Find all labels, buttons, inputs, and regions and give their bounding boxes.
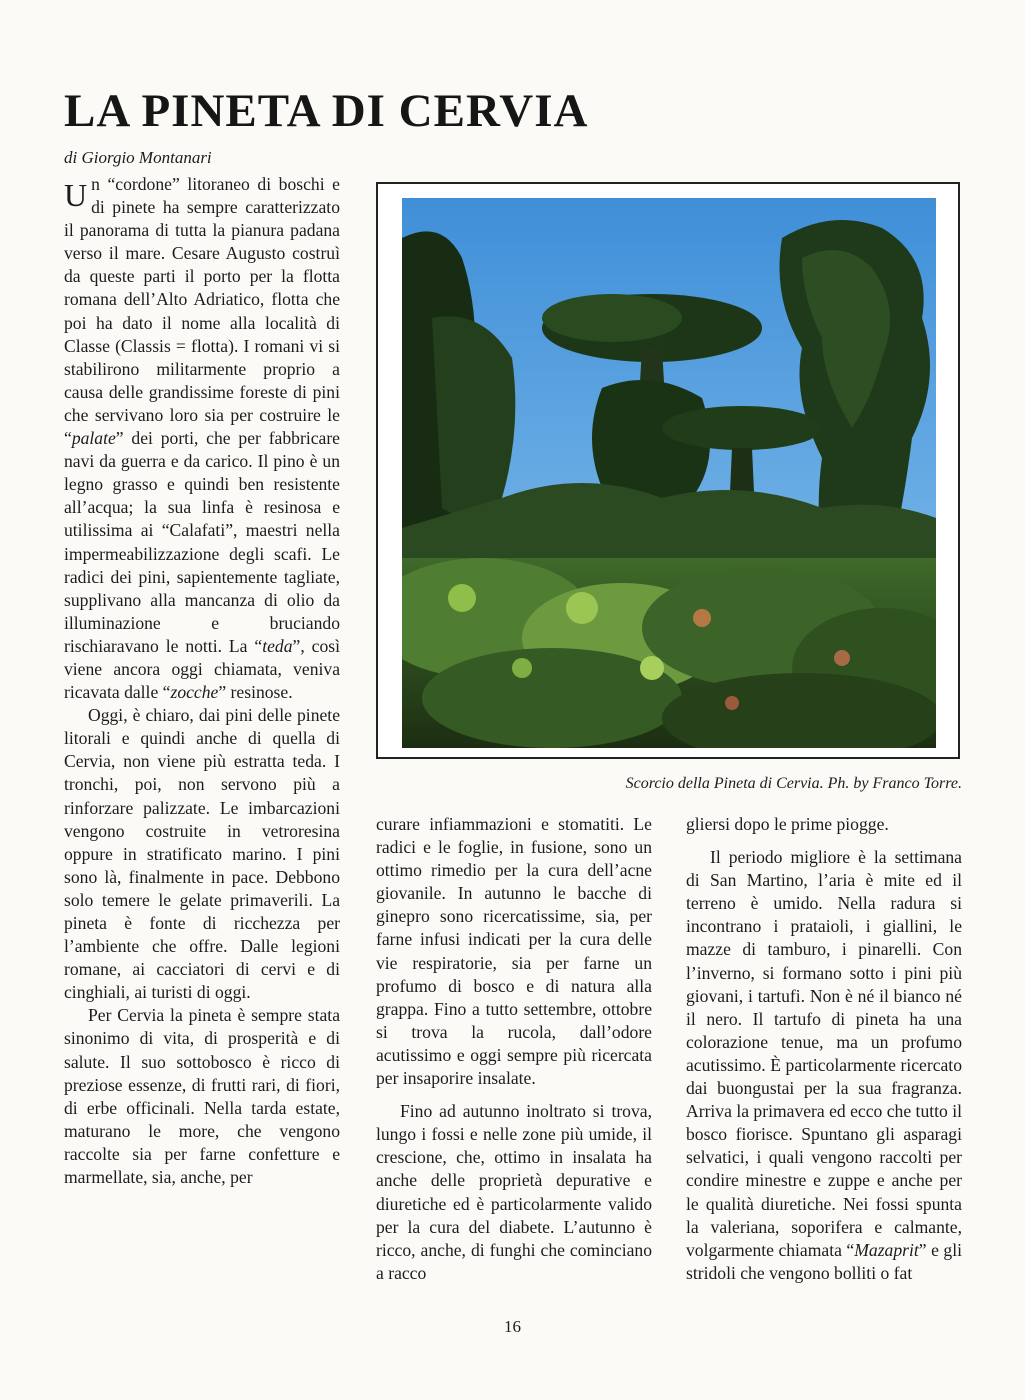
- text-column-3: [686, 813, 962, 1285]
- text-column-2: [376, 813, 652, 1285]
- italic-term: zocche: [170, 682, 219, 703]
- drop-cap: U: [64, 177, 88, 213]
- italic-term: Mazaprit: [854, 1239, 919, 1260]
- byline: di Giorgio Montanari: [64, 148, 212, 167]
- text-run: Il periodo migliore è la settimana di San Martino, l’aria è mite ed il terreno è umido. Nella radura si incontrano i prataioli, i giallini, le mazze di tamburo, i pinarelli. Con l’inverno, si formano sotto i pini più giovani, i tartufi. Non è né il bianco né il nero. Il tartufo di pineta ha una colorazione tenue, ma un profumo acutissimo. È particolarmente ricercato dai buongustai per la sua fragranza. Arriva la primavera ed ecco che tutto il bosco fiorisce. Spuntano gli asparagi selvatici, i quali vengono raccolti per condire minestre e zuppe e anche per le qualità diuretiche. Nei fossi spunta la valeriana, soporifera e calmante, volgarmente chiamata “: [686, 847, 962, 1260]
- photo-frame: [376, 182, 960, 759]
- paragraph: Oggi, è chiaro, dai pini delle pinete litorali e quindi anche di quella di Cervia, non viene più estratta teda. I tronchi, poi, non servono più a rinforzare palizzate. Le imbarcazioni vengono costruite in vetroresina oppure in stratificato marino. I pini sono là, finalmente in pace. Debbono solo temere le gelate primaverili. La pineta è fonte di ricchezza per l’ambiente che offre. Dalle legioni romane, ai cacciatori di cervi e di cinghiali, ai turisti di oggi.: [64, 705, 340, 1003]
- pine-forest-photo: [402, 198, 936, 748]
- text-run: n “cordone” litoraneo di boschi e di pinete ha sempre caratterizzato il panorama di tutta la pianura padana verso il mare. Cesare Augusto costruì da queste parti il porto per la flotta romana dell’Alto Adriatico, flotta che poi ha dato il nome alla località di Classe (Classis = flotta). I romani vi si stabilirono militarmente proprio a causa delle grandissime foreste di pini che servivano loro sia per costruire le “: [64, 174, 340, 449]
- italic-term: teda: [262, 635, 293, 656]
- pine-forest-illustration: [402, 198, 936, 748]
- paragraph: gliersi dopo le prime piogge.: [686, 814, 889, 834]
- text-run: ” resinose.: [218, 682, 293, 703]
- paragraph: curare infiammazioni e stomatiti. Le radici e le foglie, in fusione, sono un ottimo rimedio per la cura dell’acne giovanile. In autunno le bacche di ginepro sono ricercatissime, sia, per farne infusi indicati per la cura delle vie respiratorie, sia per farne un profumo di bosco e di natura alla grappa. Fino a tutto settembre, ottobre si trova la rucola, dall’odore acutissimo e oggi sempre più ricercata per insaporire insalate.: [376, 814, 652, 1089]
- paragraph: [64, 173, 340, 704]
- text-run: ”, così viene ancora oggi chiamata, veniva ricavata dalle “: [64, 635, 340, 703]
- photo-caption: Scorcio della Pineta di Cervia. Ph. by Franco Torre.: [625, 775, 962, 792]
- text-run: ” dei porti, che per fabbricare navi da guerra e da carico. Il pino è un legno grasso e quindi ben resistente all’acqua; la sua linfa è resinosa e utilissima ai “Calafati”, maestri nella impermeabilizzazione degli scafi. Le radici dei pini, sapientemente tagliate, supplivano alla mancanza di olio da illuminazione e bruciando rischiaravano le notti. La “: [64, 428, 340, 656]
- paragraph: [686, 846, 962, 1285]
- paragraph: Fino ad autunno inoltrato si trova, lungo i fossi e nelle zone più umide, il crescione, che, ottimo in insalata ha anche delle proprietà depurative e diuretiche ed è particolarmente valido per la cura del diabete. L’autunno è ricco, anche, di funghi che cominciano a racco: [376, 1101, 652, 1283]
- paragraph: Per Cervia la pineta è sempre stata sinonimo di vita, di prosperità e di salute. Il suo sottobosco è ricco di preziose essenze, di frutti rari, di fiori, di erbe officinali. Nella tarda estate, maturano le more, che vengono raccolte sia per farne confetture e marmellate, sia, anche, per: [64, 1005, 340, 1188]
- text-run: ” e gli stridoli che vengono bolliti o fat: [686, 1239, 962, 1283]
- page-number: 16: [504, 1317, 521, 1336]
- page-title: LA PINETA DI CERVIA: [64, 85, 589, 137]
- text-column-1: [64, 173, 340, 1189]
- italic-term: palate: [71, 428, 116, 449]
